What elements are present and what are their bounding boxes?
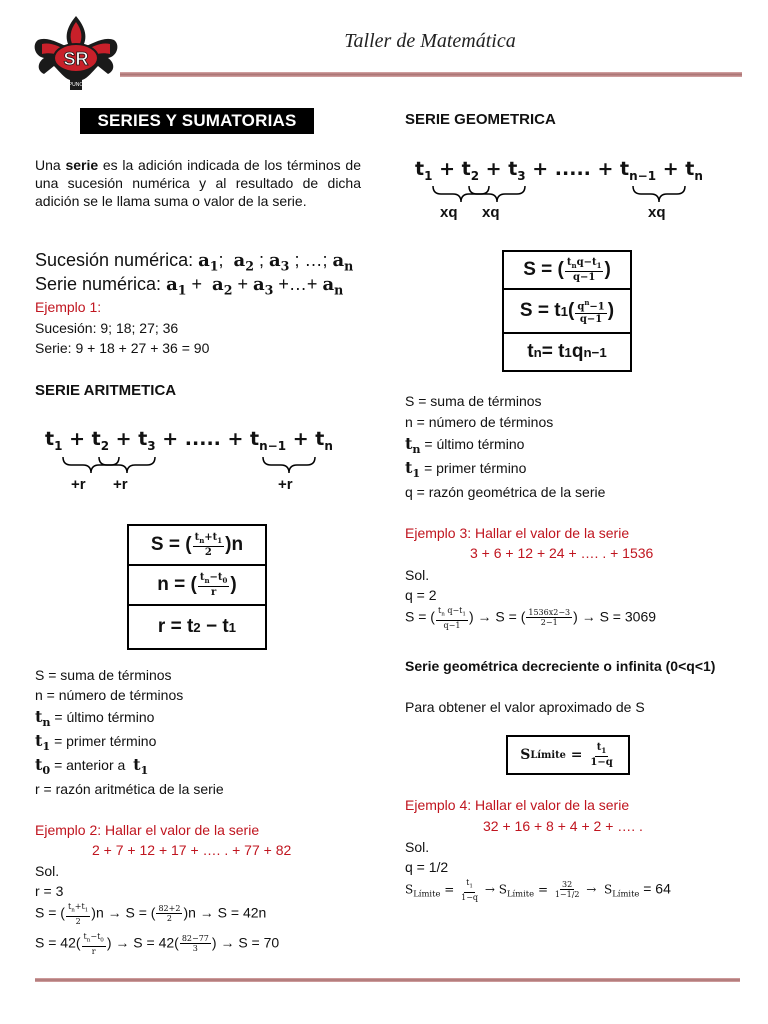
ejemplo2-title: Ejemplo 2: Hallar el valor de la serie: [35, 822, 260, 838]
geo-def-tn: $t_n$ = último término: [405, 434, 525, 457]
ejemplo4-sol: Sol.: [405, 839, 430, 855]
ejemplo2-step1: S = ( $\frac{t_n+t_1}{2}$ )n → S = ( $\frac{82+2}{2}$ )n → S = 42n: [35, 902, 267, 926]
sucesion-label: Sucesión numérica:: [35, 250, 199, 270]
ejemplo1-title: Ejemplo 1:: [35, 299, 102, 315]
header-divider: [120, 72, 742, 77]
arit-def-s: S = suma de términos: [35, 667, 172, 683]
geo-brace-label: xq: [440, 204, 458, 221]
ejemplo2-series: 2 + 7 + 12 + 17 + …. . + 77 + 82: [92, 842, 292, 858]
ejemplo1-serie: Serie: 9 + 18 + 27 + 36 = 90: [35, 340, 210, 356]
geo-heading: SERIE GEOMETRICA: [405, 111, 556, 128]
ejemplo3-title: Ejemplo 3: Hallar el valor de la serie: [405, 525, 630, 541]
ejemplo4-q: q = 1/2: [405, 859, 449, 875]
ejemplo4-title: Ejemplo 4: Hallar el valor de la serie: [405, 797, 630, 813]
page-header-title: Taller de Matemática: [344, 30, 516, 52]
footer-divider: [35, 978, 740, 982]
geo-formula-limit: S Límite = $\frac{t_1}{1-q}$: [506, 735, 630, 775]
arit-def-tn: $t_n$ = último término: [35, 707, 155, 730]
infinite-heading: Serie geométrica decreciente o infinita (0<q<1): [405, 658, 716, 674]
arit-heading: SERIE ARITMETICA: [35, 382, 177, 399]
ejemplo4-series: 32 + 16 + 8 + 4 + 2 + …. .: [483, 818, 643, 834]
geo-brace-label: xq: [648, 204, 666, 221]
serie-line: Serie numérica: $a_1 + a_2 + a_3$ +…+ $a_n$: [35, 274, 344, 298]
arit-formula-n: n = ( $\frac{t_n-t_0}{r}$ ): [127, 564, 267, 606]
arit-brace-label: +r: [113, 476, 128, 493]
intro-keyword: serie: [65, 157, 99, 173]
ejemplo4-step: $S_{Límite}$ = $\frac{t_1}{1-q}$ → $S_{Límite}$ = $\frac{32}{1-1/2}$ → $S_{Límite} = 64$: [405, 878, 671, 902]
ejemplo3-series: 3 + 6 + 12 + 24 + …. . + 1536: [470, 545, 654, 561]
geo-def-t1: $t_1$ = primer término: [405, 458, 527, 481]
ejemplo1-sucesion: Sucesión: 9; 18; 27; 36: [35, 320, 179, 336]
ejemplo3-q: q = 2: [405, 587, 437, 603]
arit-sequence: $t_1 + t_2 + t_3$ + ..... + $t_{n-1} + t_n$: [45, 428, 333, 453]
geo-brace-label: xq: [482, 204, 500, 221]
geo-def-n: n = número de términos: [405, 414, 554, 430]
geo-formula-sum-2: S = t 1 ( $\frac{q^n-1}{q-1}$ ): [502, 288, 632, 334]
fleur-de-lis-logo-icon: [30, 14, 122, 94]
ejemplo3-step: S = ( $\frac{t_n q-t_1}{q-1}$ ) → S = ( $\frac{1536x2-3}{2-1}$ ) → S = 3069: [405, 606, 657, 630]
ejemplo2-step2: S = 42( $\frac{t_n-t_0}{r}$ ) → S = 42( $\frac{82-77}{3}$ ) → S = 70: [35, 932, 280, 956]
serie-label: Serie numérica:: [35, 274, 167, 294]
geo-formula-tn: t n = t 1 q n−1: [502, 332, 632, 372]
ejemplo2-sol: Sol.: [35, 863, 60, 879]
arit-braces: [55, 455, 335, 475]
arit-def-t0: $t_0$ = anterior a $t_1$: [35, 755, 149, 778]
arit-def-n: n = número de términos: [35, 687, 184, 703]
arit-formula-sum: S = ( $\frac{t_n+t_1}{2}$ )n: [127, 524, 267, 566]
arit-def-r: r = razón aritmética de la serie: [35, 781, 224, 797]
intro-paragraph: [35, 156, 361, 210]
section-banner: SERIES Y SUMATORIAS: [80, 108, 314, 134]
intro-text-pre: Una: [35, 157, 66, 173]
logo: [30, 14, 122, 94]
infinite-text: Para obtener el valor aproximado de S: [405, 699, 645, 715]
geo-def-s: S = suma de términos: [405, 393, 542, 409]
arit-brace-label: +r: [71, 476, 86, 493]
arit-brace-label: +r: [278, 476, 293, 493]
logo-subtext: PUNO: [68, 82, 84, 88]
logo-text: SR: [63, 49, 89, 69]
geo-braces: [425, 184, 705, 204]
ejemplo3-sol: Sol.: [405, 567, 430, 583]
ejemplo2-r: r = 3: [35, 883, 64, 899]
geo-def-q: q = razón geométrica de la serie: [405, 484, 606, 500]
sucesion-line: Sucesión numérica: $a_1$; $a_2$ ; $a_3$ ; …; $a_n$: [35, 250, 354, 274]
intro-text-post: es la adición indicada de los términos de una sucesión numérica y al resultado de dicha adición se le llama suma o valor de la serie.: [35, 157, 362, 209]
geo-sequence: $t_1 + t_2 + t_3$ + ..... + $t_{n-1} + t_n$: [415, 158, 703, 183]
geo-formula-sum-1: S = ( $\frac{t_nq-t_1}{q-1}$ ): [502, 250, 632, 290]
arit-formula-r: r = t 2 − t 1: [127, 604, 267, 650]
arit-def-t1: $t_1$ = primer término: [35, 731, 157, 754]
